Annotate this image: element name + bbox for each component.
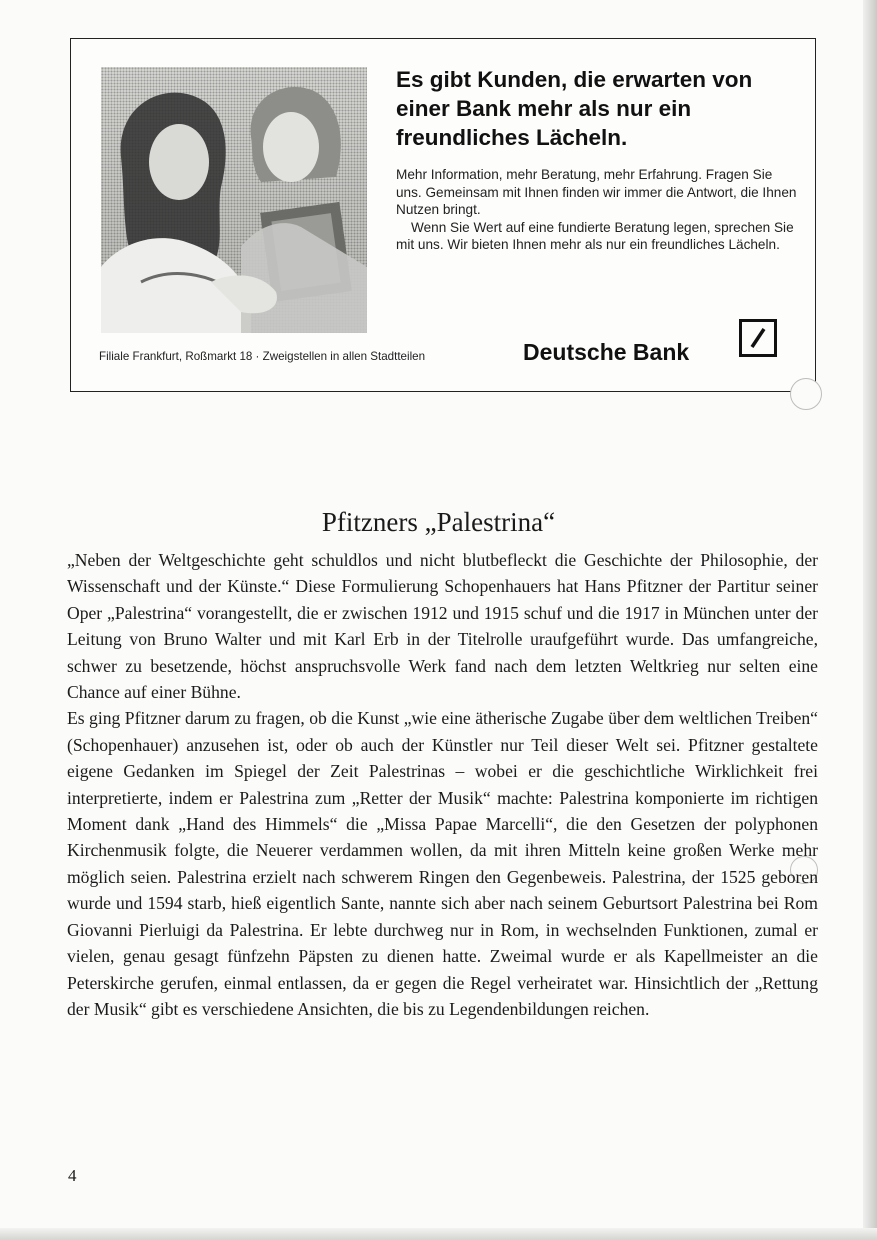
page-bottom-shadow <box>0 1228 877 1240</box>
ad-photo-two-women <box>101 67 367 333</box>
punch-hole <box>790 378 822 410</box>
ad-body-text <box>396 166 801 254</box>
ad-headline: Es gibt Kunden, die erwarten von einer Bank mehr als nur ein freundliches Lächeln. <box>396 67 753 150</box>
ad-body-paragraph: Wenn Sie Wert auf eine fundierte Beratung legen, sprechen Sie mit uns. Wir bieten Ihnen mehr als nur ein freundliches Lächeln. <box>396 219 794 253</box>
article-body <box>67 547 818 1022</box>
article-title: Pfitzners „Palestrina“ <box>321 507 556 537</box>
bank-advertisement <box>70 38 816 392</box>
article-paragraph: „Neben der Weltgeschichte geht schuldlos und nicht blutbefleckt die Geschichte der Philosophie, der Wissenschaft und der Künste.“ Diese Formulierung Schopenhauers hat Hans Pfitzner der Partitur seiner Oper „Palestrina“ vorangestellt, die er zwischen 1912 und 1915 schuf und die 1917 in München unter der Leitung von Bruno Walter und mit Karl Erb in der Titelrolle uraufgeführt wurde. Das umfangreiche, schwer zu besetzende, höchst anspruchsvolle Werk fand nach dem letzten Weltkrieg nur selten eine Chance auf einer Bühne. <box>67 550 818 703</box>
page-edge-shadow <box>863 0 877 1240</box>
article-paragraph: Es ging Pfitzner darum zu fragen, ob die Kunst „wie eine ätherische Zugabe über dem weltlichen Treiben“ (Schopenhauer) anzusehen ist, oder ob auch der Künstler nur Teil dieser Welt sei. Pfitzner gestaltete eigene Gedanken im Spiegel der Zeit Palestrinas – wobei er die geschichtliche Wirklichkeit frei interpretierte, indem er Palestrina zum „Retter der Musik“ machte: Palestrina komponierte im richtigen Moment dank „Hand des Himmels“ die „Missa Papae Marcelli“, die den Gesetzen der polyphonen Kirchenmusik folgte, die Neuerer verdammen wollen, da mit ihren Mitteln keine großen Werke mehr möglich seien. Palestrina erzielt nach schwerem Ringen den Gegenbeweis. Palestrina, der 1525 geboren wurde und 1594 starb, hieß eigentlich Sante, nannte sich aber nach seinem Geburtsort Palestrina bei Rom Giovanni Pierluigi da Palestrina. Er lebte durchweg nur in Rom, in wechselnden Funktionen, zumal er vielen, genau gesagt fünfzehn Päpsten zu dienen hatte. Zweimal wurde er als Kapellmeister an die Peterskirche gerufen, einmal entlassen, da er gegen die Regel verheiratet war. Hinsichtlich der „Rettung der Musik“ gibt es verschiedene Ansichten, die bis zu Legendenbildungen reichen. <box>67 708 818 1019</box>
bank-name: Deutsche Bank <box>523 339 690 365</box>
deutsche-bank-logo-icon <box>739 319 777 357</box>
ad-branch-address: Filiale Frankfurt, Roßmarkt 18 · Zweigstellen in allen Stadtteilen <box>99 350 426 363</box>
page-number: 4 <box>68 1166 77 1185</box>
ad-body-paragraph: Mehr Information, mehr Beratung, mehr Erfahrung. Fragen Sie uns. Gemeinsam mit Ihnen finden wir immer die Antwort, die Ihnen Nutzen bringt. <box>396 167 797 218</box>
